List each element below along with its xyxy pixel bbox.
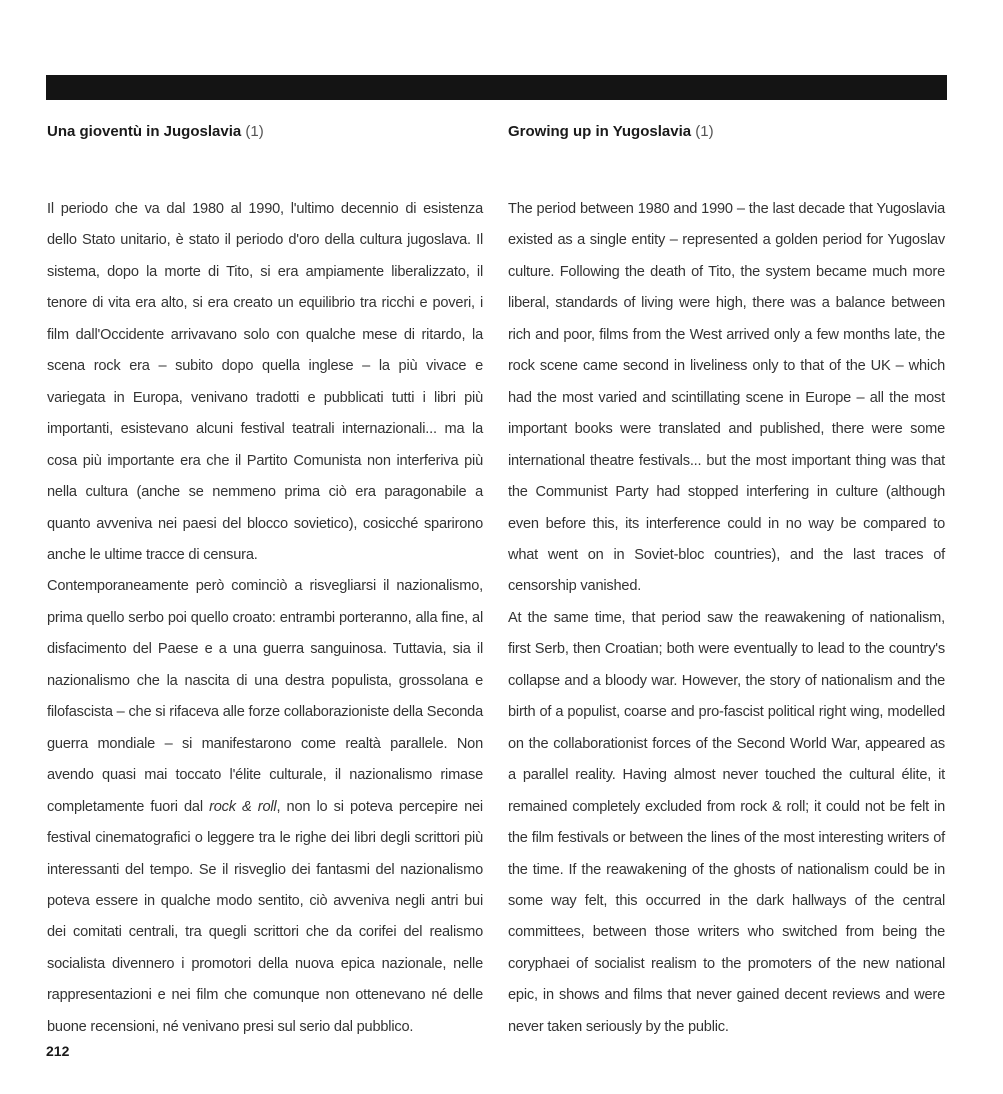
english-body — [508, 194, 945, 1043]
english-title-text: Growing up in Yugoslavia — [508, 123, 692, 140]
italian-paragraph-2-end: , non lo si poteva percepire nei festival cinematografici o leggere tra le righe dei libri degli scrittori più interessanti del tempo. Se il risveglio dei fantasmi del nazionalismo poteva essere in qualche modo sentito, ciò avveniva negli antri bui dei comitati centrali, tra quegli scrittori che da corifei del realismo socialista divennero i promotori della nuova epica nazionale, nelle rappresentazioni e nei film che comunque non ottenevano né delle buone recensioni, né venivano presi sul serio dal pubblico. — [47, 798, 483, 1035]
page-number: 212 — [46, 1043, 70, 1059]
italian-title-text: Una gioventù in Jugoslavia — [47, 123, 242, 140]
header-bar — [46, 75, 947, 100]
italian-paragraph-1: Il periodo che va dal 1980 al 1990, l'ultimo decennio di esistenza dello Stato unitario, è stato il periodo d'oro della cultura jugoslava. Il sistema, dopo la morte di Tito, si era ampiamente liberalizzato, il tenore di vita era alto, si era creato un equilibrio tra ricchi e poveri, i film dall'Occidente arrivavano solo con qualche mese di ritardo, la scena rock era – subito dopo quella inglese – la più vivace e variegata in Europa, venivano tradotti e pubblicati tutti i libri più importanti, esistevano alcuni festival teatrali internazionali... ma la cosa più importante era che il Partito Comunista non interferiva più nella cultura (anche se nemmeno prima ciò era paragonabile a quanto avveniva nei paesi del blocco sovietico), cosicché sparirono anche le ultime tracce di censura. — [47, 201, 483, 563]
italian-title — [47, 118, 483, 146]
english-paragraph-1: The period between 1980 and 1990 – the last decade that Yugoslavia existed as a single entity – represented a golden period for Yugoslav culture. Following the death of Tito, the system became much more liberal, standards of living were high, there was a balance between rich and poor, films from the West arrived only a few months late, the rock scene came second in liveliness only to that of the UK – which had the most varied and scintillating scene in Europe – all the most important books were translated and published, there were some international theatre festivals... but the most important thing was that the Communist Party had stopped interfering in culture (although even before this, its interference could in no way be compared to what went on in Soviet-bloc countries), and the last traces of censorship vanished. — [508, 201, 945, 595]
italian-footnote-marker: (1) — [245, 123, 264, 140]
italian-paragraph-2 — [47, 571, 483, 1043]
english-footnote-marker: (1) — [695, 123, 714, 140]
italian-paragraph-2-start: Contemporaneamente però cominciò a risvegliarsi il nazionalismo, prima quello serbo poi quello croato: entrambi porteranno, alla fine, al disfacimento del Paese e a una guerra sanguinosa. Tuttavia, sia il nazionalismo che la nascita di una destra populista, grossolana e filofascista – che si rifaceva alle forze collaborazioniste della Seconda guerra mondiale – si manifestarono come realtà parallele. Non avendo quasi mai toccato l'élite culturale, il nazionalismo rimase completamente fuori dal — [47, 578, 483, 815]
english-paragraph-2: At the same time, that period saw the reawakening of nationalism, first Serb, then Croatian; both were eventually to lead to the country's collapse and a bloody war. However, the story of nationalism and the birth of a populist, coarse and pro-fascist political right wing, modelled on the collaborationist forces of the Second World War, appeared as a parallel reality. Having almost never touched the cultural élite, it remained completely excluded from rock & roll; it could not be felt in the film festivals or between the lines of the most interesting writers of the time. If the reawakening of the ghosts of nationalism could be in some way felt, this occurred in the dark hallways of the central committees, between those writers who switched from being the coryphaei of socialist realism to the promoters of the new national epic, in shows and films that never gained decent reviews and were never taken seriously by the public. — [508, 609, 945, 1035]
italian-body — [47, 194, 483, 1043]
italian-column — [47, 118, 483, 1043]
english-column — [508, 118, 945, 1043]
english-title — [508, 118, 945, 146]
italian-rock-and-roll: rock & roll — [209, 798, 277, 815]
